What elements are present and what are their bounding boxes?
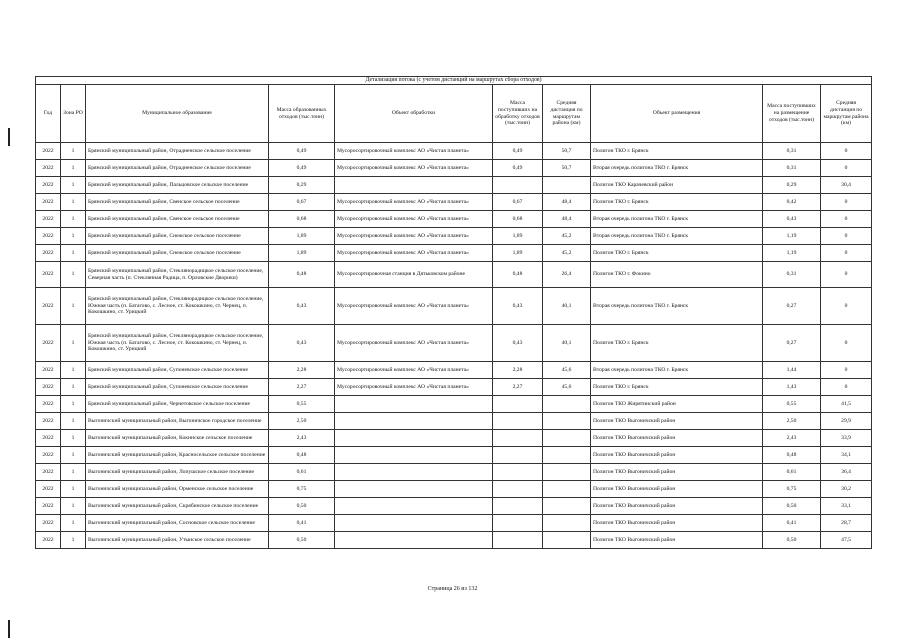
cell-municipality: Выгоничский муниципальный район, Скрябинское сельское поселение [86, 498, 269, 515]
cell-mass: 1,89 [269, 228, 335, 245]
cell-municipality: Выгоничский муниципальный район, Орменское сельское поселение [86, 481, 269, 498]
cell-mass: 0,41 [269, 515, 335, 532]
cell-year: 2022 [36, 194, 61, 211]
cell-zone: 1 [61, 379, 86, 396]
cell-avg-distance-placement: 30,4 [821, 177, 872, 194]
cell-municipality: Брянский муниципальный район, Стеклянорадицкое сельское поселение, Северная часть (п. Стеклянная Радица, п. Орловские Дворики) [86, 262, 269, 288]
cell-placement-object: Полигон ТКО Выгоничский район [591, 413, 763, 430]
cell-processing-object [335, 498, 493, 515]
cell-mass-to-placement: 0,42 [763, 194, 821, 211]
cell-placement-object: Полигон ТКО Выгоничский район [591, 498, 763, 515]
header-zone: Зона РО [61, 85, 86, 143]
cell-zone: 1 [61, 288, 86, 325]
cell-zone: 1 [61, 177, 86, 194]
cell-mass-to-placement: 2,43 [763, 430, 821, 447]
cell-mass: 2,43 [269, 430, 335, 447]
cell-mass-to-processing [493, 532, 543, 549]
cell-year: 2022 [36, 245, 61, 262]
cell-year: 2022 [36, 143, 61, 160]
cell-mass: 0,48 [269, 447, 335, 464]
cell-avg-distance-processing: 45,6 [543, 379, 591, 396]
cell-year: 2022 [36, 515, 61, 532]
cell-municipality: Брянский муниципальный район, Свенское сельское поселение [86, 194, 269, 211]
cell-mass-to-placement: 0,50 [763, 532, 821, 549]
cell-year: 2022 [36, 211, 61, 228]
cell-municipality: Выгоничский муниципальный район, Выгоничское городское поселение [86, 413, 269, 430]
cell-mass-to-processing [493, 498, 543, 515]
cell-mass: 0,61 [269, 464, 335, 481]
cell-mass-to-placement: 1,19 [763, 228, 821, 245]
cell-avg-distance-placement: 0 [821, 194, 872, 211]
cell-avg-distance-placement: 41,5 [821, 396, 872, 413]
cell-avg-distance-processing: 40,1 [543, 325, 591, 362]
cell-mass-to-placement: 0,27 [763, 288, 821, 325]
cell-zone: 1 [61, 481, 86, 498]
cell-year: 2022 [36, 481, 61, 498]
cell-processing-object [335, 532, 493, 549]
cell-placement-object: Полигон ТКО Выгоничский район [591, 515, 763, 532]
cell-mass-to-placement: 0,27 [763, 325, 821, 362]
cell-avg-distance-processing: 48,4 [543, 194, 591, 211]
cell-processing-object [335, 177, 493, 194]
cell-mass: 0,55 [269, 396, 335, 413]
cell-year: 2022 [36, 177, 61, 194]
cell-placement-object: Вторая очередь полигона ТКО г. Брянск [591, 211, 763, 228]
table-row [36, 262, 872, 288]
cell-mass: 0,50 [269, 532, 335, 549]
cell-placement-object: Полигон ТКО Выгоничский район [591, 481, 763, 498]
cell-avg-distance-processing [543, 481, 591, 498]
cell-placement-object: Полигон ТКО Выгоничский район [591, 447, 763, 464]
cell-zone: 1 [61, 143, 86, 160]
cell-municipality: Выгоничский муниципальный район, Кокинское сельское поселение [86, 430, 269, 447]
cell-mass-to-processing [493, 177, 543, 194]
cell-avg-distance-placement: 36,4 [821, 464, 872, 481]
cell-mass-to-placement: 0,31 [763, 262, 821, 288]
cell-mass: 0,50 [269, 498, 335, 515]
cell-municipality: Брянский муниципальный район, Супоневское сельское поселение [86, 362, 269, 379]
cell-placement-object: Полигон ТКО г. Брянск [591, 325, 763, 362]
cell-avg-distance-placement: 0 [821, 362, 872, 379]
cell-mass-to-processing [493, 481, 543, 498]
cell-processing-object [335, 396, 493, 413]
cell-avg-distance-placement: 0 [821, 325, 872, 362]
table-row [36, 413, 872, 430]
cell-placement-object: Полигон ТКО Жирятинский район [591, 396, 763, 413]
cell-processing-object [335, 413, 493, 430]
cell-zone: 1 [61, 532, 86, 549]
cell-placement-object: Полигон ТКО г. Фокино [591, 262, 763, 288]
cell-mass-to-processing: 0,67 [493, 194, 543, 211]
cell-mass-to-processing: 0,49 [493, 143, 543, 160]
cell-mass: 0,49 [269, 143, 335, 160]
cell-avg-distance-placement: 0 [821, 160, 872, 177]
cell-avg-distance-processing: 45,2 [543, 228, 591, 245]
cell-avg-distance-processing [543, 515, 591, 532]
cell-mass: 1,89 [269, 245, 335, 262]
cell-processing-object: Мусоросортировочный комплекс АО «Чистая планета» [335, 288, 493, 325]
cell-processing-object: Мусоросортировочный комплекс АО «Чистая планета» [335, 245, 493, 262]
cell-placement-object: Вторая очередь полигона ТКО г. Брянск [591, 228, 763, 245]
table-row [36, 532, 872, 549]
cell-avg-distance-placement: 33,9 [821, 430, 872, 447]
cell-mass-to-placement: 1,43 [763, 379, 821, 396]
cell-year: 2022 [36, 447, 61, 464]
cell-mass-to-placement: 0,31 [763, 143, 821, 160]
cell-municipality: Брянский муниципальный район, Снежское сельское поселение [86, 245, 269, 262]
table-row [36, 464, 872, 481]
cell-mass-to-processing: 1,89 [493, 245, 543, 262]
cell-avg-distance-processing: 45,6 [543, 362, 591, 379]
header-mass: Масса образованных отходов (тыс.тонн) [269, 85, 335, 143]
cell-zone: 1 [61, 325, 86, 362]
cell-processing-object: Мусоросортировочный комплекс АО «Чистая планета» [335, 211, 493, 228]
cell-year: 2022 [36, 413, 61, 430]
cell-avg-distance-processing: 45,2 [543, 245, 591, 262]
cell-mass: 0,49 [269, 160, 335, 177]
cell-avg-distance-placement: 0 [821, 211, 872, 228]
cell-mass-to-processing [493, 515, 543, 532]
cell-zone: 1 [61, 211, 86, 228]
cell-year: 2022 [36, 262, 61, 288]
cell-processing-object [335, 430, 493, 447]
cell-year: 2022 [36, 228, 61, 245]
table-title: Детализация потока (с учетом дистанций на маршрутах сбора отходов) [36, 77, 872, 85]
cell-mass-to-placement: 2,50 [763, 413, 821, 430]
cell-mass-to-processing: 2,28 [493, 362, 543, 379]
cell-municipality: Выгоничский муниципальный район, Красносельское сельское поселение [86, 447, 269, 464]
cell-mass-to-processing: 0,43 [493, 325, 543, 362]
cell-zone: 1 [61, 262, 86, 288]
cell-processing-object [335, 464, 493, 481]
cell-avg-distance-processing: 50,7 [543, 143, 591, 160]
cell-avg-distance-placement: 33,1 [821, 498, 872, 515]
cell-municipality: Брянский муниципальный район, Снежское сельское поселение [86, 228, 269, 245]
header-processing-object: Объект обработки [335, 85, 493, 143]
header-municipality: Муниципальное образование [86, 85, 269, 143]
cell-avg-distance-processing [543, 447, 591, 464]
header-mass-to-placement: Масса поступивших на размещение отходов (тыс.тонн) [763, 85, 821, 143]
cell-year: 2022 [36, 362, 61, 379]
cell-mass: 0,48 [269, 262, 335, 288]
cell-year: 2022 [36, 160, 61, 177]
cell-processing-object [335, 481, 493, 498]
cell-avg-distance-processing [543, 498, 591, 515]
cell-year: 2022 [36, 532, 61, 549]
header-avg-distance-placement: Средняя дистанция по маршрутам района (км) [821, 85, 872, 143]
cell-mass-to-processing [493, 413, 543, 430]
cell-processing-object: Мусоросортировочная станция в Дятьковском районе [335, 262, 493, 288]
cell-processing-object: Мусоросортировочный комплекс АО «Чистая планета» [335, 228, 493, 245]
cell-placement-object: Вторая очередь полигона ТКО г. Брянск [591, 362, 763, 379]
cell-mass-to-placement: 0,41 [763, 515, 821, 532]
cell-year: 2022 [36, 498, 61, 515]
cell-mass-to-processing [493, 464, 543, 481]
cell-mass: 2,50 [269, 413, 335, 430]
cell-municipality: Выгоничский муниципальный район, Лопушское сельское поселение [86, 464, 269, 481]
cell-mass-to-processing [493, 396, 543, 413]
table-row [36, 288, 872, 325]
cell-zone: 1 [61, 447, 86, 464]
cell-zone: 1 [61, 498, 86, 515]
cell-year: 2022 [36, 430, 61, 447]
cell-avg-distance-placement: 47,5 [821, 532, 872, 549]
cell-placement-object: Полигон ТКО г. Брянск [591, 143, 763, 160]
cell-mass-to-processing [493, 447, 543, 464]
cell-municipality: Брянский муниципальный район, Пальцовское сельское поселение [86, 177, 269, 194]
table-row [36, 160, 872, 177]
cell-avg-distance-processing [543, 413, 591, 430]
cell-placement-object: Полигон ТКО Выгоничский район [591, 464, 763, 481]
cell-zone: 1 [61, 515, 86, 532]
cell-avg-distance-placement: 0 [821, 288, 872, 325]
cell-mass-to-processing: 0,48 [493, 262, 543, 288]
cell-zone: 1 [61, 464, 86, 481]
cell-mass-to-placement: 0,43 [763, 211, 821, 228]
cell-processing-object: Мусоросортировочный комплекс АО «Чистая планета» [335, 325, 493, 362]
cell-municipality: Брянский муниципальный район, Свенское сельское поселение [86, 211, 269, 228]
cell-avg-distance-processing: 50,7 [543, 160, 591, 177]
cell-municipality: Выгоничский муниципальный район, Сосновское сельское поселение [86, 515, 269, 532]
cell-placement-object: Полигон ТКО г. Брянск [591, 194, 763, 211]
cell-mass-to-placement: 0,29 [763, 177, 821, 194]
cell-mass-to-processing [493, 430, 543, 447]
cell-mass-to-processing: 0,68 [493, 211, 543, 228]
table-row [36, 194, 872, 211]
cell-avg-distance-placement: 0 [821, 379, 872, 396]
cell-year: 2022 [36, 464, 61, 481]
cell-zone: 1 [61, 160, 86, 177]
cell-mass-to-placement: 0,75 [763, 481, 821, 498]
table-row [36, 379, 872, 396]
cell-processing-object: Мусоросортировочный комплекс АО «Чистая планета» [335, 362, 493, 379]
cell-mass: 0,67 [269, 194, 335, 211]
cell-municipality: Брянский муниципальный район, Стеклянорадицкое сельское поселение, Южная часть (п. Батагово, с. Лесное, ст. Кокошкино, ст. Чернец, п. Кокошкино, ст. Урицкий [86, 325, 269, 362]
cell-avg-distance-processing: 48,4 [543, 211, 591, 228]
cell-avg-distance-placement: 0 [821, 262, 872, 288]
cell-year: 2022 [36, 288, 61, 325]
cell-mass: 0,29 [269, 177, 335, 194]
table-row [36, 325, 872, 362]
cell-processing-object [335, 447, 493, 464]
cell-placement-object: Полигон ТКО Выгоничский район [591, 532, 763, 549]
cell-mass-to-placement: 1,44 [763, 362, 821, 379]
cell-avg-distance-processing [543, 464, 591, 481]
cell-placement-object: Полигон ТКО г. Брянск [591, 245, 763, 262]
cell-placement-object: Вторая очередь полигона ТКО г. Брянск [591, 160, 763, 177]
cell-zone: 1 [61, 228, 86, 245]
table-body [36, 143, 872, 549]
cell-municipality: Брянский муниципальный район, Стеклянорадицкое сельское поселение, Южная часть (п. Батагово, с. Лесное, ст. Кокошкино, ст. Чернец, п. Кокошкино, ст. Урицкий [86, 288, 269, 325]
flow-detail-table [35, 76, 872, 549]
table-row [36, 396, 872, 413]
cell-placement-object: Полигон ТКО г. Брянск [591, 379, 763, 396]
table-row [36, 515, 872, 532]
cell-zone: 1 [61, 413, 86, 430]
cell-avg-distance-placement: 29,9 [821, 413, 872, 430]
cell-avg-distance-placement: 0 [821, 228, 872, 245]
cell-mass-to-placement: 0,48 [763, 447, 821, 464]
table-row [36, 143, 872, 160]
cell-placement-object: Полигон ТКО Выгоничский район [591, 430, 763, 447]
cell-avg-distance-placement: 0 [821, 143, 872, 160]
header-placement-object: Объект размещения [591, 85, 763, 143]
cell-zone: 1 [61, 430, 86, 447]
cell-zone: 1 [61, 396, 86, 413]
cell-mass-to-placement: 0,31 [763, 160, 821, 177]
table-row [36, 481, 872, 498]
header-year: Год [36, 85, 61, 143]
cell-zone: 1 [61, 245, 86, 262]
page-edge-mark-bottom [8, 620, 10, 638]
cell-year: 2022 [36, 396, 61, 413]
cell-processing-object: Мусоросортировочный комплекс АО «Чистая планета» [335, 160, 493, 177]
cell-mass: 2,27 [269, 379, 335, 396]
table-row [36, 430, 872, 447]
cell-zone: 1 [61, 194, 86, 211]
cell-mass-to-processing: 1,89 [493, 228, 543, 245]
table-row [36, 362, 872, 379]
cell-avg-distance-processing: 26,4 [543, 262, 591, 288]
cell-mass-to-placement: 0,55 [763, 396, 821, 413]
cell-mass: 2,28 [269, 362, 335, 379]
cell-municipality: Брянский муниципальный район, Чернетовское сельское поселение [86, 396, 269, 413]
cell-avg-distance-processing [543, 532, 591, 549]
header-mass-to-processing: Масса поступивших на обработку отходов (тыс.тонн) [493, 85, 543, 143]
cell-municipality: Брянский муниципальный район, Отрадненское сельское поселение [86, 160, 269, 177]
cell-mass-to-processing: 0,49 [493, 160, 543, 177]
cell-avg-distance-processing [543, 430, 591, 447]
cell-processing-object: Мусоросортировочный комплекс АО «Чистая планета» [335, 379, 493, 396]
cell-mass: 0,43 [269, 288, 335, 325]
cell-avg-distance-processing: 40,1 [543, 288, 591, 325]
table-row [36, 211, 872, 228]
table-row [36, 228, 872, 245]
cell-mass-to-placement: 0,61 [763, 464, 821, 481]
cell-mass-to-processing: 2,27 [493, 379, 543, 396]
cell-mass-to-placement: 0,50 [763, 498, 821, 515]
cell-mass-to-placement: 1,19 [763, 245, 821, 262]
table-row [36, 177, 872, 194]
cell-municipality: Выгоничский муниципальный район, Утынское сельское поселение [86, 532, 269, 549]
cell-municipality: Брянский муниципальный район, Супоневское сельское поселение [86, 379, 269, 396]
header-avg-distance-processing: Средняя дистанция по маршрутам района (км) [543, 85, 591, 143]
page-edge-mark-top [8, 128, 10, 146]
table-row [36, 498, 872, 515]
cell-year: 2022 [36, 379, 61, 396]
cell-avg-distance-processing [543, 396, 591, 413]
cell-mass: 0,75 [269, 481, 335, 498]
table-row [36, 447, 872, 464]
cell-mass-to-processing: 0,43 [493, 288, 543, 325]
cell-avg-distance-placement: 30,2 [821, 481, 872, 498]
cell-mass: 0,43 [269, 325, 335, 362]
cell-processing-object [335, 515, 493, 532]
cell-avg-distance-placement: 0 [821, 245, 872, 262]
cell-processing-object: Мусоросортировочный комплекс АО «Чистая планета» [335, 194, 493, 211]
cell-avg-distance-placement: 28,7 [821, 515, 872, 532]
cell-municipality: Брянский муниципальный район, Отрадненское сельское поселение [86, 143, 269, 160]
cell-mass: 0,68 [269, 211, 335, 228]
cell-avg-distance-processing [543, 177, 591, 194]
table-row [36, 245, 872, 262]
cell-year: 2022 [36, 325, 61, 362]
cell-zone: 1 [61, 362, 86, 379]
page-footer: Страница 26 из 132 [427, 586, 478, 592]
cell-placement-object: Вторая очередь полигона ТКО г. Брянск [591, 288, 763, 325]
cell-placement-object: Полигон ТКО Карачевский район [591, 177, 763, 194]
cell-processing-object: Мусоросортировочный комплекс АО «Чистая планета» [335, 143, 493, 160]
cell-avg-distance-placement: 34,1 [821, 447, 872, 464]
